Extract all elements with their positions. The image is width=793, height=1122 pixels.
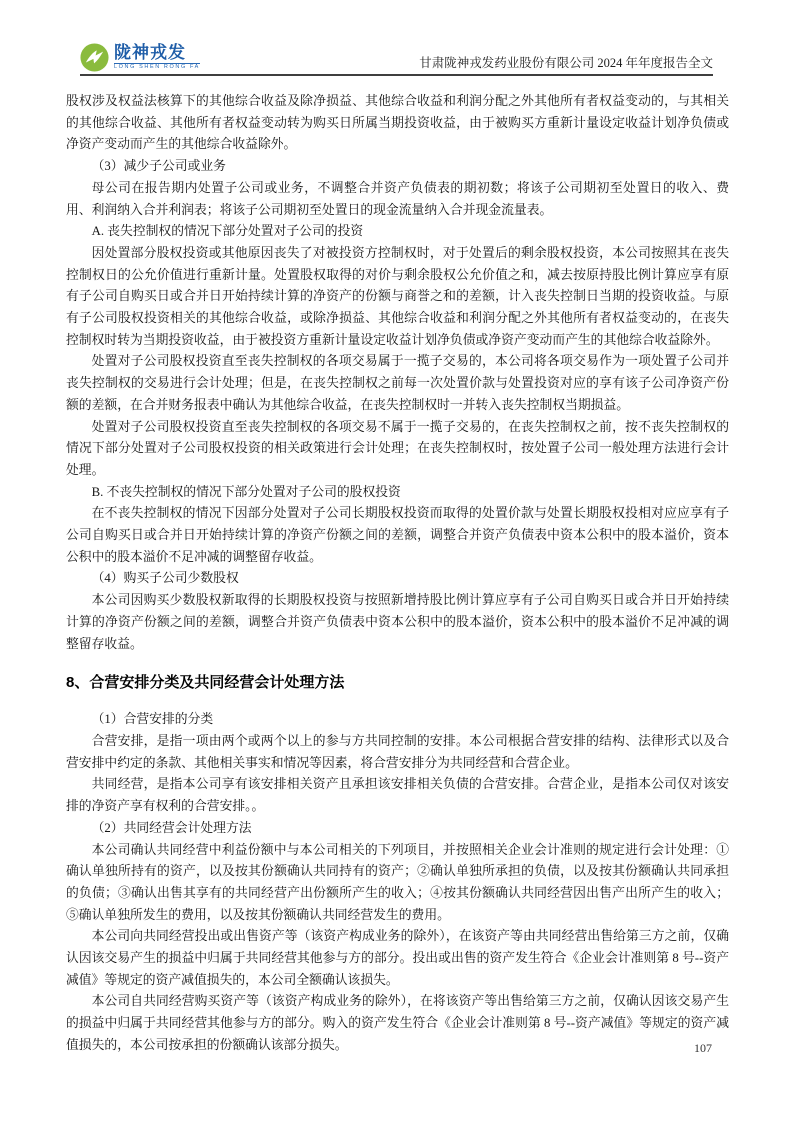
paragraph: 本公司自共同经营购买资产等（该资产构成业务的除外），在将该资产等出售给第三方之前，仅确认因该交易产生的损益中归属于共同经营其他参与方的部分。购入的资产发生符合《企业会计准则第 8 号--资产减值》等规定的资产减值损失的，本公司按承担的份额确认该部分损失。	[66, 994, 729, 1052]
paragraph: B. 不丧失控制权的情况下部分处置对子公司的股权投资	[91, 484, 401, 499]
paragraph: 处置对子公司股权投资直至丧失控制权的各项交易属于一揽子交易的，本公司将各项交易作为一项处置子公司并丧失控制权的交易进行会计处理；但是，在丧失控制权之前每一次处置价款与处置投资对应的享有该子公司净资产份额的差额，在合并财务报表中确认为其他综合收益，在丧失控制权时一并转入丧失控制权当期损益。	[66, 354, 729, 412]
paragraph: 本公司因购买少数股权新取得的长期股权投资与按照新增持股比例计算应享有子公司自购买日或合并日开始持续计算的净资产份额之间的差额，调整合并资产负债表中资本公积中的股本溢价，资本公积中的股本溢价不足冲减的调整留存收益。	[66, 593, 729, 651]
page-number: 107	[694, 1041, 712, 1055]
company-logo	[80, 43, 200, 72]
page-header	[80, 44, 713, 76]
section-heading: 8、合营安排分类及共同经营会计处理方法	[66, 674, 345, 692]
paragraph: （2）共同经营会计处理方法	[91, 820, 252, 835]
brand-name-en: LONG SHEN RONG FA	[114, 64, 200, 71]
paragraph: 合营安排，是指一项由两个或两个以上的参与方共同控制的安排。本公司根据合营安排的结构、法律形式以及合营安排中约定的条款、其他相关事实和情况等因素，将合营安排分为共同经营和合营企业。	[66, 733, 729, 770]
paragraph: （3）减少子公司或业务	[91, 159, 226, 174]
report-title: 甘肃陇神戎发药业股份有限公司 2024 年年度报告全文	[419, 56, 713, 70]
paragraph: 股权涉及权益法核算下的其他综合收益及除净损益、其他综合收益和利润分配之外其他所有者权益变动的，与其相关的其他综合收益、其他所有者权益变动转为购买日所属当期投资收益，由于被购买方重新计量设定收益计划净负债或净资产变动而产生的其他综合收益除外。	[66, 94, 729, 152]
document-body	[66, 91, 729, 1057]
paragraph: 母公司在报告期内处置子公司或业务，不调整合并资产负债表的期初数；将该子公司期初至处置日的收入、费用、利润纳入合并利润表；将该子公司期初至处置日的现金流量纳入合并现金流量表。	[66, 180, 729, 217]
paragraph: 本公司向共同经营投出或出售资产等（该资产构成业务的除外），在该资产等由共同经营出售给第三方之前，仅确认因该交易产生的损益中归属于共同经营其他参与方的部分。投出或出售的资产发生符合《企业会计准则第 8 号--资产减值》等规定的资产减值损失的，本公司全额确认该损失。	[66, 929, 729, 987]
paragraph: （4）购买子公司少数股权	[91, 571, 239, 586]
paragraph: 处置对子公司股权投资直至丧失控制权的各项交易不属于一揽子交易的，在丧失控制权之前，按不丧失控制权的情况下部分处置对子公司股权投资的相关政策进行会计处理；在丧失控制权时，按处置子公司一般处理方法进行会计处理。	[66, 419, 729, 477]
paragraph: 在不丧失控制权的情况下因部分处置对子公司长期股权投资而取得的处置价款与处置长期股权投相对应应享有子公司自购买日或合并日开始持续计算的净资产份额之间的差额，调整合并资产负债表中资本公积中的股本溢价，资本公积中的股本溢价不足冲减的调整留存收益。	[66, 506, 729, 564]
brand-name-cn: 陇神戎发	[114, 43, 186, 63]
brand-text	[114, 44, 200, 71]
paragraph: A. 丧失控制权的情况下部分处置对子公司的投资	[91, 224, 364, 239]
paragraph: （1）合营安排的分类	[91, 712, 214, 727]
bird-in-green-circle-icon	[80, 43, 109, 72]
paragraph: 因处置部分股权投资或其他原因丧失了对被投资方控制权时，对于处置后的剩余股权投资，本公司按照其在丧失控制权日的公允价值进行重新计量。处置股权取得的对价与剩余股权公允价值之和，减去按原持股比例计算应享有原有子公司自购买日或合并日开始持续计算的净资产的份额与商誉之和的差额，计入丧失控制日当期的投资收益。与原有子公司股权投资相关的其他综合收益，或除净损益、其他综合收益和利润分配之外其他所有者权益变动的，在丧失控制权时转为当期投资收益，由于被投资方重新计量设定收益计划净负债或净资产变动而产生的其他综合收益除外。	[66, 245, 729, 347]
paragraph: 共同经营，是指本公司享有该安排相关资产且承担该安排相关负债的合营安排。合营企业，是指本公司仅对该安排的净资产享有权利的合营安排。。	[66, 777, 729, 814]
paragraph: 本公司确认共同经营中利益份额中与本公司相关的下列项目，并按照相关企业会计准则的规定进行会计处理：①确认单独所持有的资产，以及按其份额确认共同持有的资产；②确认单独所承担的负债，以及按其份额确认共同承担的负债；③确认出售其享有的共同经营产出份额所产生的收入；④按其份额确认共同经营因出售产出所产生的收入；⑤确认单独所发生的费用，以及按其份额确认共同经营发生的费用。	[66, 842, 729, 922]
